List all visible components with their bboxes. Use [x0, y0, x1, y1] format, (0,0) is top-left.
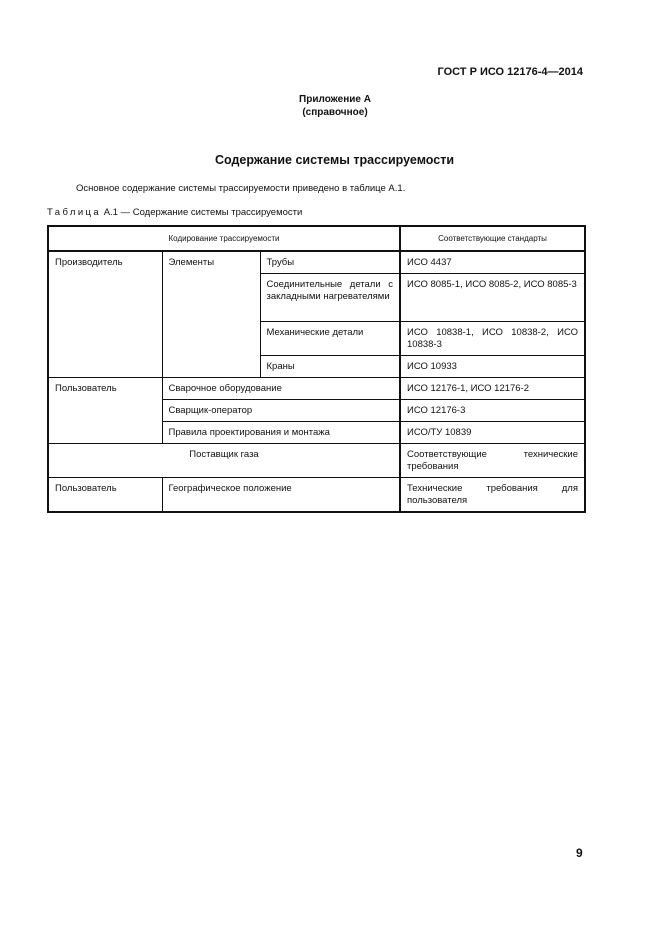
- table-row: [48, 478, 585, 513]
- table-caption-title: Содержание системы трассируемости: [132, 207, 303, 218]
- cell-rules-std: ИСО/ТУ 10839: [400, 422, 585, 444]
- cell-fittings: Соединительные детали с закладными нагревателями: [260, 274, 400, 322]
- cell-pipes: Трубы: [260, 251, 400, 274]
- header-standards: Соответствующие стандарты: [400, 226, 585, 251]
- cell-welding-equipment-std: ИСО 12176-1, ИСО 12176-2: [400, 378, 585, 400]
- table-row: [48, 378, 585, 400]
- cell-mech-std: ИСО 10838-1, ИСО 10838-2, ИСО 10838-3: [400, 322, 585, 356]
- cell-fittings-std: ИСО 8085-1, ИСО 8085-2, ИСО 8085-3: [400, 274, 585, 322]
- table-caption-dash: —: [120, 207, 131, 218]
- page-number: 9: [576, 846, 583, 860]
- cell-welder: Сварщик-оператор: [162, 400, 400, 422]
- cell-rules: Правила проектирования и монтажа: [162, 422, 400, 444]
- appendix-heading: [0, 93, 661, 119]
- cell-valves-std: ИСО 10933: [400, 356, 585, 378]
- cell-gas-supplier: Поставщик газа: [48, 444, 400, 478]
- traceability-table: [47, 225, 586, 513]
- table-row: [48, 251, 585, 274]
- cell-pipes-std: ИСО 4437: [400, 251, 585, 274]
- table-row: [48, 444, 585, 478]
- intro-paragraph: Основное содержание системы трассируемости приведено в таблице А.1.: [76, 183, 406, 194]
- cell-gas-supplier-std: Соответствующие технические требования: [400, 444, 585, 478]
- standard-code: ГОСТ Р ИСО 12176-4—2014: [437, 66, 583, 78]
- cell-geo: Географическое положение: [162, 478, 400, 513]
- cell-geo-std: Технические требования для пользователя: [400, 478, 585, 513]
- cell-elements: Элементы: [162, 251, 260, 378]
- cell-welder-std: ИСО 12176-3: [400, 400, 585, 422]
- header-coding: Кодирование трассируемости: [48, 226, 400, 251]
- cell-user-2: Пользователь: [48, 478, 162, 513]
- cell-manufacturer: Производитель: [48, 251, 162, 378]
- table-caption: [47, 207, 302, 218]
- cell-user: Пользователь: [48, 378, 162, 444]
- section-title: Содержание системы трассируемости: [214, 153, 455, 167]
- table-caption-label: Таблица: [47, 207, 102, 218]
- cell-mech: Механические детали: [260, 322, 400, 356]
- cell-valves: Краны: [260, 356, 400, 378]
- appendix-title: Приложение А: [299, 94, 371, 105]
- table-caption-number: А.1: [103, 207, 118, 218]
- table-header-row: [48, 226, 585, 251]
- appendix-subtitle: (справочное): [302, 107, 368, 118]
- cell-welding-equipment: Сварочное оборудование: [162, 378, 400, 400]
